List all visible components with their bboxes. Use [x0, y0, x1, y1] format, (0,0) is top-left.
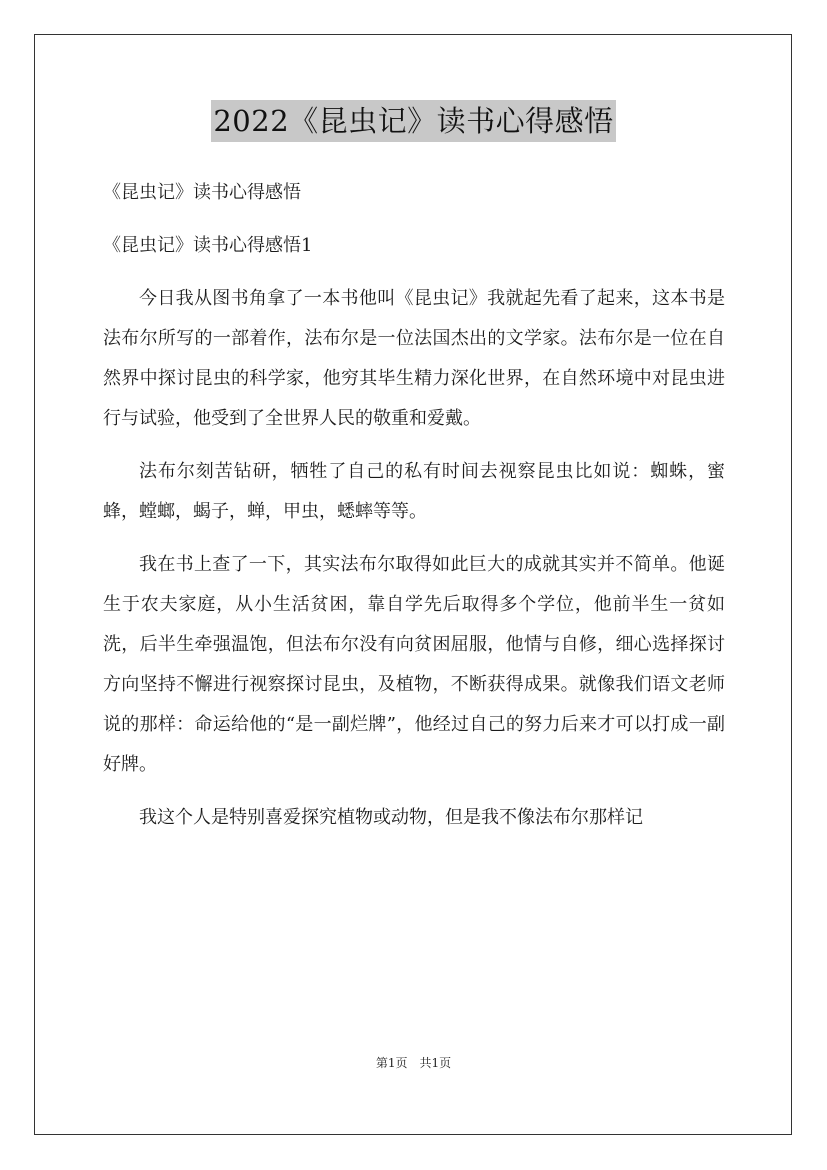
page-number: 第1页 共1页 — [375, 1056, 452, 1070]
paragraph-4: 我这个人是特别喜爱探究植物或动物，但是我不像法布尔那样记 — [139, 807, 643, 828]
paragraph-2: 法布尔刻苦钻研，牺牲了自己的私有时间去视察昆虫比如说：蜘蛛，蜜蜂，螳螂，蝎子，蝉，甲虫，蟋蟀等等。 — [103, 461, 725, 522]
paragraph-3: 我在书上查了一下，其实法布尔取得如此巨大的成就其实并不简单。他诞生于农夫家庭，从小生活贫困，靠自学先后取得多个学位，他前半生一贫如洗，后半生牵强温饱，但法布尔没有向贫困屈服，他情与自修，细心选择探讨方向坚持不懈进行视察探讨昆虫，及植物，不断获得成果。就像我们语文老师说的那样：命运给他的“是一副烂牌”，他经过自己的努力后来才可以打成一副好牌。 — [103, 554, 725, 775]
section-heading: 《昆虫记》读书心得感悟1 — [103, 235, 313, 256]
paragraph-1: 今日我从图书角拿了一本书他叫《昆虫记》我就起先看了起来，这本书是法布尔所写的一部着作，法布尔是一位法国杰出的文学家。法布尔是一位在自然界中探讨昆虫的科学家，他穷其毕生精力深化世界，在自然环境中对昆虫进行与试验，他受到了全世界人民的敬重和爱戴。 — [103, 288, 725, 429]
page-footer — [0, 1055, 827, 1071]
document-title: 2022《昆虫记》读书心得感悟 — [211, 100, 615, 142]
title-container — [0, 100, 827, 142]
document-subtitle: 《昆虫记》读书心得感悟 — [103, 182, 301, 203]
document-body — [103, 173, 725, 851]
